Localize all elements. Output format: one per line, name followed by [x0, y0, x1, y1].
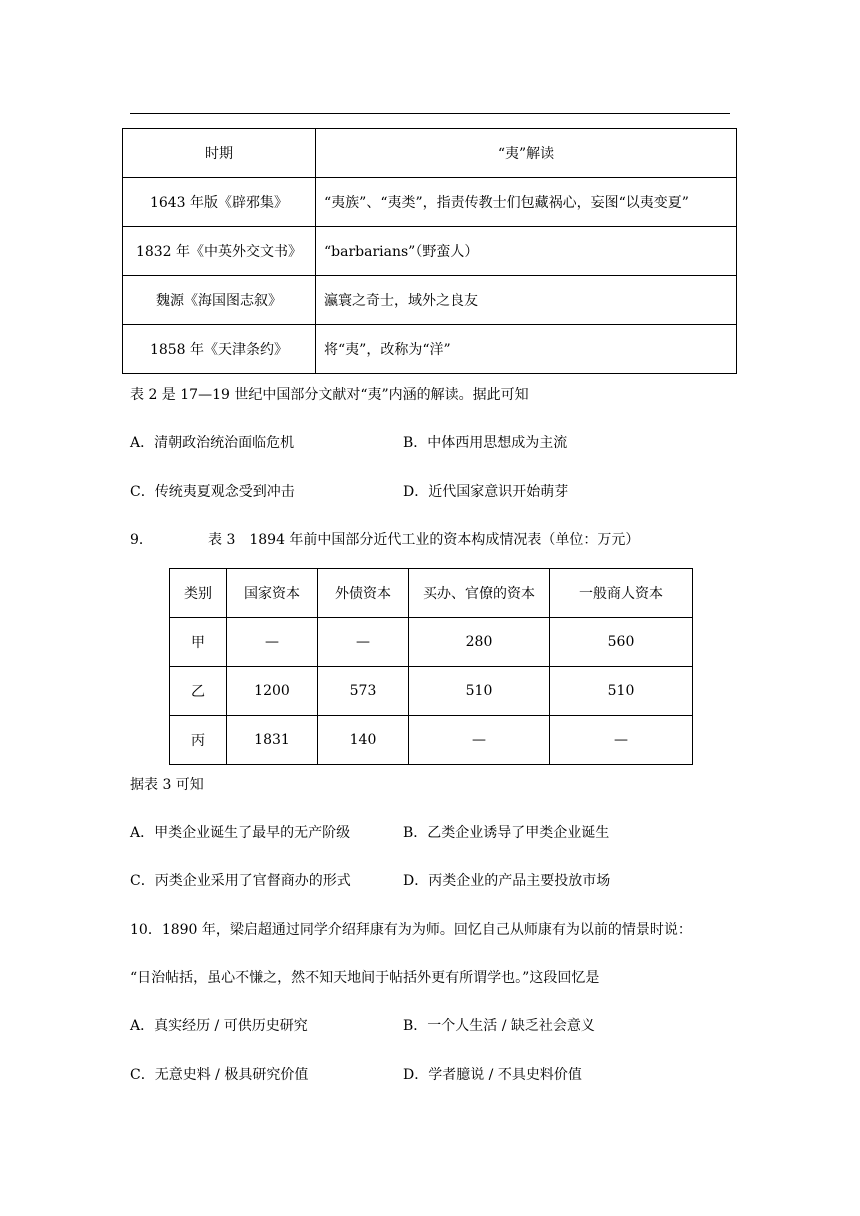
q9-option-c: C．丙类企业采用了官督商办的形式: [130, 873, 351, 889]
table-cell: —: [318, 618, 409, 667]
q10-option-a: A．真实经历 / 可供历史研究: [130, 1018, 308, 1034]
table-cell: 1200: [227, 667, 318, 716]
table-row: [123, 325, 737, 374]
q10-stem-line-1: 10．1890 年，梁启超通过同学介绍拜康有为为师。回忆自己从师康有为以前的情景时说：: [130, 922, 692, 938]
q8-option-b: B．中体西用思想成为主流: [403, 435, 568, 451]
q9-option-a: A．甲类企业诞生了最早的无产阶级: [130, 825, 351, 841]
table-cell: —: [409, 716, 550, 765]
table-cell: “夷族”、“夷类”，指责传教士们包藏祸心，妄图“以夷变夏”: [316, 178, 737, 227]
header-cell: 一般商人资本: [550, 569, 693, 618]
table-3: [169, 568, 693, 765]
table-cell: 510: [550, 667, 693, 716]
table-cell: —: [550, 716, 693, 765]
q10-option-b: B．一个人生活 / 缺乏社会意义: [403, 1018, 595, 1034]
q8-option-d: D．近代国家意识开始萌芽: [403, 484, 569, 500]
table-cell: 丙: [170, 716, 227, 765]
table-cell: 1831: [227, 716, 318, 765]
table-row: [123, 178, 737, 227]
q8-option-a: A．清朝政治统治面临危机: [130, 435, 295, 451]
header-cell: 外债资本: [318, 569, 409, 618]
header-cell-interpretation: “夷”解读: [316, 129, 737, 178]
table-header-row: [170, 569, 693, 618]
table-cell: 560: [550, 618, 693, 667]
table-cell: 甲: [170, 618, 227, 667]
q8-option-c: C．传统夷夏观念受到冲击: [130, 484, 295, 500]
table-row: [123, 227, 737, 276]
table-cell: “barbarians”（野蛮人）: [316, 227, 737, 276]
header-cell: 类别: [170, 569, 227, 618]
q9-stem: 据表 3 可知: [130, 777, 204, 793]
table-cell: 1832 年《中英外交文书》: [123, 227, 316, 276]
header-rule: [130, 113, 730, 114]
header-cell: 买办、官僚的资本: [409, 569, 550, 618]
header-cell-period: 时期: [123, 129, 316, 178]
table-cell: —: [227, 618, 318, 667]
table-row: [170, 618, 693, 667]
q9-option-d: D．丙类企业的产品主要投放市场: [403, 873, 611, 889]
table-cell: 280: [409, 618, 550, 667]
table-2: [122, 128, 737, 374]
header-cell: 国家资本: [227, 569, 318, 618]
table-row: [170, 716, 693, 765]
table-cell: 乙: [170, 667, 227, 716]
table-cell: 573: [318, 667, 409, 716]
table-cell: 将“夷”，改称为“洋”: [316, 325, 737, 374]
table-cell: 1643 年版《辟邪集》: [123, 178, 316, 227]
table-row: [170, 667, 693, 716]
table-3-caption: 表 3 1894 年前中国部分近代工业的资本构成情况表（单位：万元）: [208, 532, 640, 548]
q8-stem: 表 2 是 17—19 世纪中国部分文献对“夷”内涵的解读。据此可知: [130, 387, 529, 403]
table-cell: 魏源《海国图志叙》: [123, 276, 316, 325]
q10-option-c: C．无意史料 / 极具研究价值: [130, 1067, 309, 1083]
q10-option-d: D．学者臆说 / 不具史料价值: [403, 1067, 582, 1083]
q9-option-b: B．乙类企业诱导了甲类企业诞生: [403, 825, 610, 841]
q10-stem-line-2: “日治帖括，虽心不慊之，然不知天地间于帖括外更有所谓学也。”这段回忆是: [130, 970, 600, 986]
table-cell: 510: [409, 667, 550, 716]
table-row: [123, 276, 737, 325]
q9-number: 9．: [130, 532, 153, 548]
table-header-row: [123, 129, 737, 178]
table-cell: 瀛寰之奇士，域外之良友: [316, 276, 737, 325]
table-cell: 1858 年《天津条约》: [123, 325, 316, 374]
table-cell: 140: [318, 716, 409, 765]
